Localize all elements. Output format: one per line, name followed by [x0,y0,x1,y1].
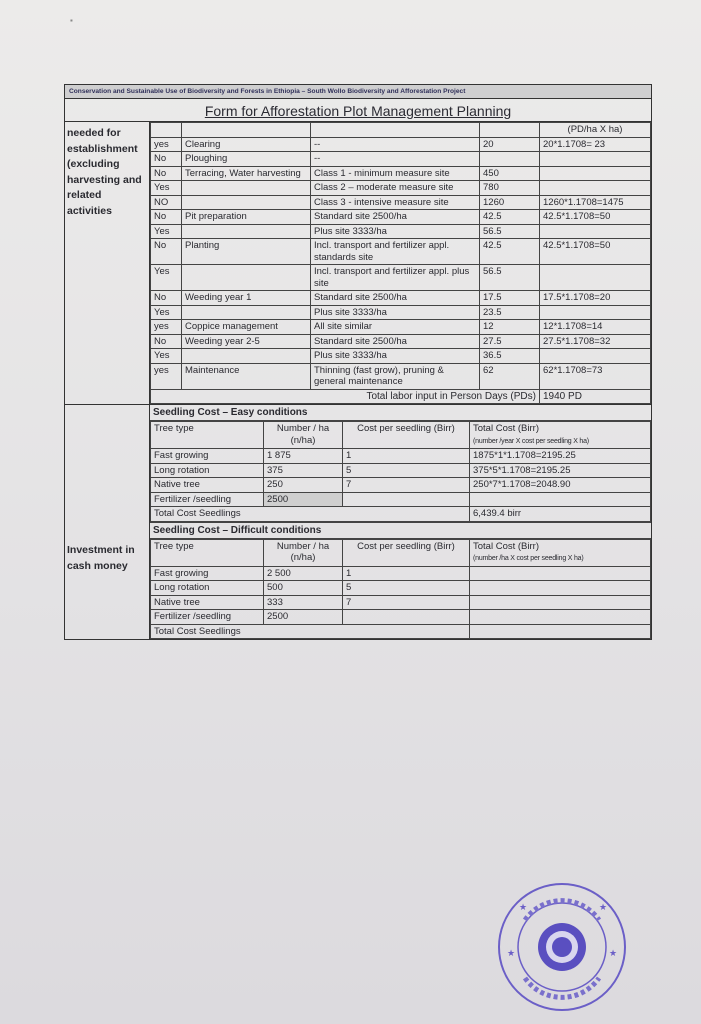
col-header-note: (number /ha X cost per seedling X ha) [473,555,584,562]
labor-left-label: needed for establishment (excluding harvesting and related activities [65,122,150,404]
col-header: Tree type [151,422,264,449]
cell: No [151,291,182,306]
cell: Fast growing [151,449,264,464]
cell: 42.5 [480,239,540,265]
cell: 1 [343,566,470,581]
col-header: Cost per seedling (Birr) [343,422,470,449]
cell [540,152,651,167]
cell: yes [151,320,182,335]
fertilizer-value: 2500 [264,492,343,507]
cell: 27.5 [480,334,540,349]
cell [343,492,470,507]
cell: Clearing [182,137,311,152]
cell: No [151,239,182,265]
cell [470,492,651,507]
cell [540,305,651,320]
table-row [151,210,651,225]
table-row [151,463,651,478]
table-row [151,334,651,349]
table-row [151,181,651,196]
table-row [151,265,651,291]
svg-text:★: ★ [609,949,618,959]
fertilizer-row [151,492,651,507]
investment-left-label: Investment in cash money [65,405,150,639]
cell: 62 [480,363,540,389]
cell: Plus site 3333/ha [311,349,480,364]
cell: Standard site 2500/ha [311,210,480,225]
cell: No [151,210,182,225]
fertilizer-value: 2500 [264,610,343,625]
table-row [151,123,651,138]
cell: 375*5*1.1708=2195.25 [470,463,651,478]
difficult-seedling-table [150,539,651,640]
cell: 20 [480,137,540,152]
cell [182,349,311,364]
cell [182,181,311,196]
cell: 12*1.1708=14 [540,320,651,335]
table-header-row [151,422,651,449]
cell: 23.5 [480,305,540,320]
table-row [151,566,651,581]
svg-text:★: ★ [507,949,516,959]
project-header: Conservation and Sustainable Use of Biodiversity and Forests in Ethiopia – South Wollo Biodiversity and Afforestation Project [65,85,651,99]
cell: 42.5 [480,210,540,225]
cell: 5 [343,463,470,478]
table-row [151,305,651,320]
cell: Fast growing [151,566,264,581]
cell [540,166,651,181]
cell [182,265,311,291]
total-labor-label: Total labor input in Person Days (PDs) [151,389,540,404]
cell: 250 [264,478,343,493]
cell: 27.5*1.1708=32 [540,334,651,349]
cell: 780 [480,181,540,196]
cell: 42.5*1.1708=50 [540,239,651,265]
cell: 17.5*1.1708=20 [540,291,651,306]
cell: -- [311,152,480,167]
table-row [151,581,651,596]
table-row [151,320,651,335]
form-title [65,99,651,122]
svg-text:★: ★ [599,903,608,913]
cell: Class 3 - intensive measure site [311,195,480,210]
investment-section [65,405,651,639]
cell: 42.5*1.1708=50 [540,210,651,225]
cell: Incl. transport and fertilizer appl. standards site [311,239,480,265]
cell: 56.5 [480,224,540,239]
cell [470,624,651,639]
cell: 20*1.1708= 23 [540,137,651,152]
col-header-note: (number /year X cost per seedling X ha) [473,437,589,445]
difficult-total-label: Total Cost Seedlings [151,624,470,639]
table-row [151,449,651,464]
afforestation-form [64,84,652,640]
cell: Yes [151,305,182,320]
labor-table [150,122,651,404]
cell [182,305,311,320]
easy-heading: Seedling Cost – Easy conditions [150,405,651,421]
cell: 62*1.1708=73 [540,363,651,389]
cell [311,123,480,138]
total-labor-row [151,389,651,404]
col-header-text: Total Cost (Birr) [473,423,539,434]
cell: No [151,166,182,181]
easy-total-value: 6,439.4 birr [470,507,651,522]
cell [540,349,651,364]
cell [480,123,540,138]
cell: 333 [264,595,343,610]
cell: Long rotation [151,581,264,596]
cell [470,610,651,625]
cell: Terracing, Water harvesting [182,166,311,181]
cell: 1260 [480,195,540,210]
cell [540,265,651,291]
cell: NO [151,195,182,210]
table-row [151,291,651,306]
cell [540,224,651,239]
cell [182,195,311,210]
table-row [151,349,651,364]
cell: Weeding year 1 [182,291,311,306]
fertilizer-label: Fertilizer /seedling [151,610,264,625]
table-row [151,152,651,167]
difficult-heading: Seedling Cost – Difficult conditions [150,522,651,539]
cell [470,566,651,581]
cell: Plus site 3333/ha [311,305,480,320]
table-row [151,595,651,610]
cell: 7 [343,595,470,610]
cell: 500 [264,581,343,596]
table-row [151,195,651,210]
cell: Native tree [151,478,264,493]
cell: yes [151,137,182,152]
cell: 250*7*1.1708=2048.90 [470,478,651,493]
total-labor-value: 1940 PD [540,389,651,404]
table-header-row [151,539,651,566]
difficult-total-row [151,624,651,639]
cell: All site similar [311,320,480,335]
cell [470,595,651,610]
col-header: Tree type [151,539,264,566]
cell: Ploughing [182,152,311,167]
cell: Pit preparation [182,210,311,225]
cell: Class 2 – moderate measure site [311,181,480,196]
cell: 1260*1.1708=1475 [540,195,651,210]
form-title-text: Form for Afforestation Plot Management Planning [204,103,512,119]
cell: 36.5 [480,349,540,364]
cell: Standard site 2500/ha [311,291,480,306]
cell: Coppice management [182,320,311,335]
fertilizer-label: Fertilizer /seedling [151,492,264,507]
table-row [151,166,651,181]
cell: Yes [151,349,182,364]
page-mark: ▪ [70,16,73,25]
cell: 7 [343,478,470,493]
cell: No [151,334,182,349]
cell [470,581,651,596]
cell: 2 500 [264,566,343,581]
col-header: Number / ha (n/ha) [264,539,343,566]
cell: yes [151,363,182,389]
cell [480,152,540,167]
cell: 12 [480,320,540,335]
cell: Yes [151,224,182,239]
cell: 17.5 [480,291,540,306]
cell: 1875*1*1.1708=2195.25 [470,449,651,464]
svg-text:★: ★ [519,903,528,913]
cell [182,123,311,138]
cell: 5 [343,581,470,596]
cell: (PD/ha X ha) [540,123,651,138]
cell: Yes [151,265,182,291]
cell: Thinning (fast grow), pruning & general maintenance [311,363,480,389]
cell: -- [311,137,480,152]
fertilizer-row [151,610,651,625]
cell [182,224,311,239]
col-header-text: Total Cost (Birr) [473,540,539,552]
cell: Native tree [151,595,264,610]
col-header [470,539,651,566]
cell: 375 [264,463,343,478]
cell [151,123,182,138]
table-row [151,137,651,152]
easy-seedling-table [150,421,651,522]
cell: Planting [182,239,311,265]
cell: Incl. transport and fertilizer appl. plus site [311,265,480,291]
easy-total-label: Total Cost Seedlings [151,507,470,522]
cell: 56.5 [480,265,540,291]
cell: Weeding year 2-5 [182,334,311,349]
cell: Plus site 3333/ha [311,224,480,239]
table-row [151,224,651,239]
table-row [151,239,651,265]
cell: No [151,152,182,167]
col-header: Number / ha (n/ha) [264,422,343,449]
table-row [151,478,651,493]
cell: Maintenance [182,363,311,389]
cell: Standard site 2500/ha [311,334,480,349]
cell [343,610,470,625]
table-row [151,363,651,389]
col-header: Cost per seedling (Birr) [343,539,470,566]
labor-section [65,122,651,405]
cell: Long rotation [151,463,264,478]
cell: 1 875 [264,449,343,464]
easy-total-row [151,507,651,522]
cell [540,181,651,196]
col-header [470,422,651,449]
cell: 450 [480,166,540,181]
cell: 1 [343,449,470,464]
cell: Class 1 - minimum measure site [311,166,480,181]
cell: Yes [151,181,182,196]
official-stamp [495,880,630,1015]
